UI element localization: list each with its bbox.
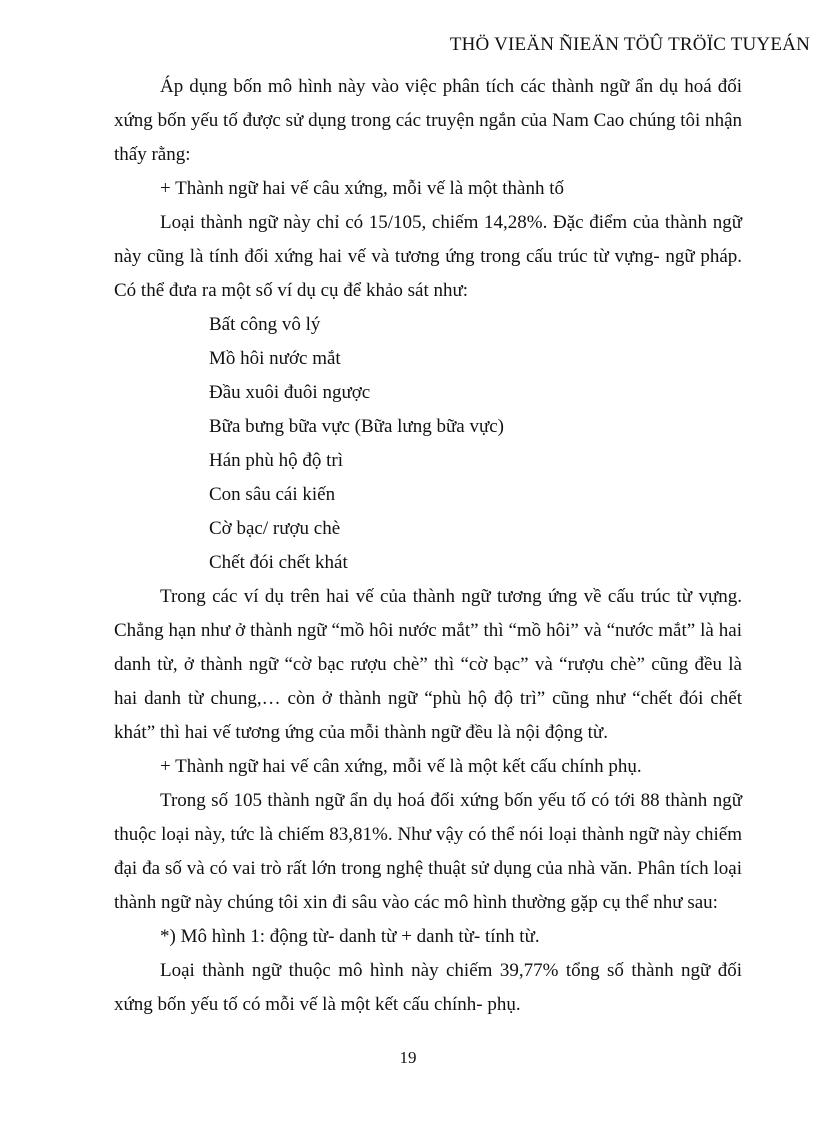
section-heading-single-element: + Thành ngữ hai vế câu xứng, mỗi vế là một thành tố [160,178,565,199]
example-list [114,308,742,580]
example-item: Mồ hôi nước mắt [209,348,341,369]
paragraph-model-one: Loại thành ngữ thuộc mô hình này chiếm 39,77% tổng số thành ngữ đối xứng bốn yếu tố có mỗi vế là một kết cấu chính- phụ. [114,960,742,1015]
paragraph-type-two: Trong số 105 thành ngữ ẩn dụ hoá đối xứng bốn yếu tố có tới 88 thành ngữ thuộc loại này, tức là chiếm 83,81%. Như vậy có thể nói loại thành ngữ này chiếm đại đa số và có vai trò rất lớn trong nghệ thuật sử dụng của nhà văn. Phân tích loại thành ngữ này chúng tôi xin đi sâu vào các mô hình thường gặp cụ thể như sau: [114,790,742,913]
model-one-heading: *) Mô hình 1: động từ- danh từ + danh từ- tính từ. [160,926,540,947]
document-body [114,70,742,1022]
section-heading-main-subordinate: + Thành ngữ hai vế cân xứng, mỗi vế là một kết cấu chính phụ. [160,756,642,777]
example-item: Con sâu cái kiến [209,484,336,505]
paragraph-intro: Áp dụng bốn mô hình này vào việc phân tích các thành ngữ ẩn dụ hoá đối xứng bốn yếu tố được sử dụng trong các truyện ngắn của Nam Cao chúng tôi nhận thấy rằng: [114,76,742,165]
example-item: Bữa bưng bữa vực (Bữa lưng bữa vực) [209,416,505,437]
example-item: Chết đói chết khát [209,552,348,573]
page-number: 19 [399,1048,417,1067]
example-item: Cờ bạc/ rượu chè [209,518,341,539]
example-item: Hán phù hộ độ trì [209,450,344,471]
example-item: Bất công vô lý [209,314,321,335]
example-item: Đầu xuôi đuôi ngược [209,382,371,403]
page-header-title: THÖ VIEÄN ÑIEÄN TÖÛ TRÖÏC TUYEÁN [449,34,810,55]
paragraph-analysis: Trong các ví dụ trên hai vế của thành ngữ tương ứng về cấu trúc từ vựng. Chẳng hạn như ở thành ngữ “mồ hôi nước mắt” thì “mồ hôi” và “nước mắt” là hai danh từ, ở thành ngữ “cờ bạc rượu chè” thì “cờ bạc” và “rượu chè” cũng đều là hai danh từ chung,… còn ở thành ngữ “phù hộ độ trì” cũng như “chết đói chết khát” thì hai vế tương ứng của mỗi thành ngữ đều là nội động từ. [114,586,742,743]
paragraph-type-one: Loại thành ngữ này chỉ có 15/105, chiếm 14,28%. Đặc điểm của thành ngữ này cũng là tính đối xứng hai vế và tương ứng trong cấu trúc từ vựng- ngữ pháp. Có thể đưa ra một số ví dụ cụ để khảo sát như: [114,212,742,301]
